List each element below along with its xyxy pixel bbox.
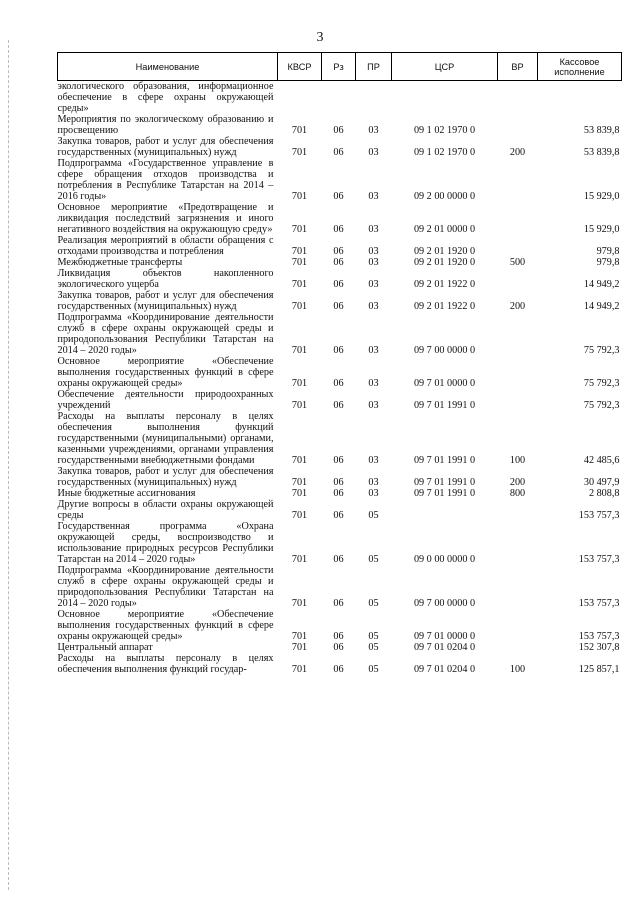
row-vr	[498, 356, 538, 389]
row-amount: 75 792,3	[583, 378, 620, 389]
row-vr: 800	[509, 488, 526, 499]
row-kvsr: 701	[291, 257, 308, 268]
row-amount: 125 857,1	[578, 664, 620, 675]
row-pr: 03	[368, 455, 379, 466]
budget-table	[57, 52, 622, 675]
table-header-row	[58, 53, 622, 81]
row-csr: 09 7 01 1991 0	[413, 455, 476, 466]
row-rz: 06	[333, 598, 344, 609]
header-kvsr: КВСР	[278, 53, 322, 81]
row-vr: 200	[509, 477, 526, 488]
row-vr	[498, 312, 538, 356]
row-name: Основное мероприятие «Обеспечение выполнения государственных функций в сфере охраны окружающей среды»	[57, 356, 274, 389]
row-name: Закупка товаров, работ и услуг для обеспечения государственных (муниципальных) нужд	[57, 290, 274, 312]
row-name: Реализация мероприятий в области обращения с отходами производства и потребления	[57, 235, 274, 257]
row-amount: 15 929,0	[583, 191, 620, 202]
row-amount: 979,8	[596, 257, 620, 268]
row-kvsr: 701	[291, 664, 308, 675]
table-row	[58, 653, 622, 675]
row-name: Закупка товаров, работ и услуг для обеспечения государственных (муниципальных) нужд	[57, 136, 274, 158]
row-pr: 03	[368, 301, 379, 312]
table-row	[58, 257, 622, 268]
row-amount: 979,8	[596, 246, 620, 257]
table-row	[58, 235, 622, 257]
row-csr: 09 2 01 1920 0	[413, 246, 476, 257]
row-name: Основное мероприятие «Предотвращение и ликвидация последствий загрязнения и иного негативного воздействия на окружающую среду»	[57, 202, 274, 235]
row-csr: 09 7 00 0000 0	[413, 345, 476, 356]
table-row	[58, 312, 622, 356]
header-amount: Кассовое исполнение	[538, 53, 622, 81]
table-row	[58, 499, 622, 521]
row-amount: 152 307,8	[578, 642, 620, 653]
row-rz: 06	[333, 147, 344, 158]
row-csr: 09 7 01 0204 0	[413, 664, 476, 675]
row-kvsr: 701	[291, 147, 308, 158]
row-rz: 06	[333, 345, 344, 356]
row-vr	[498, 642, 538, 653]
table-row	[58, 356, 622, 389]
row-csr: 09 2 01 0000 0	[413, 224, 476, 235]
row-pr: 03	[368, 378, 379, 389]
row-kvsr: 701	[291, 455, 308, 466]
row-amount: 2 808,8	[588, 488, 620, 499]
row-pr: 03	[368, 147, 379, 158]
header-rz: Рз	[322, 53, 356, 81]
row-amount: 75 792,3	[583, 400, 620, 411]
row-pr	[356, 81, 392, 115]
table-row	[58, 268, 622, 290]
table-row	[58, 136, 622, 158]
row-vr	[498, 114, 538, 136]
row-pr: 03	[368, 400, 379, 411]
table-row	[58, 466, 622, 488]
row-kvsr: 701	[291, 642, 308, 653]
row-name: Расходы на выплаты персоналу в целях обеспечения выполнения функций государственными (муниципальными) органами, казенными учреждениями, органами управления государственными внебюджетными фондами	[57, 411, 274, 466]
row-rz: 06	[333, 510, 344, 521]
row-amount: 53 839,8	[583, 125, 620, 136]
row-name: Расходы на выплаты персоналу в целях обеспечения выполнения функций государ-	[57, 653, 274, 675]
header-vr: ВР	[498, 53, 538, 81]
row-rz: 06	[333, 224, 344, 235]
row-csr: 09 1 02 1970 0	[413, 147, 476, 158]
row-kvsr: 701	[291, 191, 308, 202]
row-csr: 09 7 01 0204 0	[413, 642, 476, 653]
row-amount: 30 497,9	[583, 477, 620, 488]
row-amount: 75 792,3	[583, 345, 620, 356]
row-vr	[498, 609, 538, 642]
row-amount: 153 757,3	[578, 510, 620, 521]
row-kvsr: 701	[291, 488, 308, 499]
table-row	[58, 411, 622, 466]
table-row	[58, 202, 622, 235]
row-amount: 153 757,3	[578, 598, 620, 609]
table-row	[58, 158, 622, 202]
row-kvsr: 701	[291, 224, 308, 235]
row-rz: 06	[333, 378, 344, 389]
row-csr: 09 2 01 1922 0	[413, 279, 476, 290]
row-rz: 06	[333, 455, 344, 466]
row-rz: 06	[333, 477, 344, 488]
row-vr: 200	[509, 301, 526, 312]
row-name: Государственная программа «Охрана окружающей среды, воспроизводство и использование природных ресурсов Республики Татарстан на 2014 – 2020 годы»	[57, 521, 274, 565]
row-name: Основное мероприятие «Обеспечение выполнения государственных функций в сфере охраны окружающей среды»	[57, 609, 274, 642]
row-amount: 153 757,3	[578, 554, 620, 565]
row-name: экологического образования, информационное обеспечение в сфере охраны окружающей среды»	[57, 81, 274, 114]
row-vr	[498, 235, 538, 257]
row-rz: 06	[333, 246, 344, 257]
row-name: Подпрограмма «Координирование деятельности служб в сфере охраны окружающей среды и природопользования Республики Татарстан на 2014 – 2020 годы»	[57, 565, 274, 609]
row-pr: 05	[368, 554, 379, 565]
table-row	[58, 565, 622, 609]
row-rz: 06	[333, 257, 344, 268]
row-rz: 06	[333, 301, 344, 312]
row-vr	[498, 268, 538, 290]
row-vr	[498, 521, 538, 565]
row-kvsr: 701	[291, 400, 308, 411]
row-csr: 09 7 01 1991 0	[413, 477, 476, 488]
row-kvsr: 701	[291, 246, 308, 257]
row-kvsr: 701	[291, 345, 308, 356]
row-pr: 03	[368, 224, 379, 235]
row-amount: 42 485,6	[583, 455, 620, 466]
row-csr: 09 0 00 0000 0	[413, 554, 476, 565]
row-vr	[498, 158, 538, 202]
row-kvsr: 701	[291, 554, 308, 565]
row-kvsr: 701	[291, 301, 308, 312]
row-pr: 03	[368, 246, 379, 257]
row-name: Межбюджетные трансферты	[57, 257, 183, 268]
row-pr: 05	[368, 631, 379, 642]
row-pr: 03	[368, 279, 379, 290]
row-name: Другие вопросы в области охраны окружающей среды	[57, 499, 274, 521]
row-amount: 53 839,8	[583, 147, 620, 158]
row-vr: 100	[509, 455, 526, 466]
row-vr	[498, 202, 538, 235]
row-vr	[498, 389, 538, 411]
row-rz: 06	[333, 400, 344, 411]
row-csr	[392, 81, 498, 115]
table-row	[58, 389, 622, 411]
row-kvsr: 701	[291, 125, 308, 136]
row-rz: 06	[333, 279, 344, 290]
row-pr: 03	[368, 488, 379, 499]
table-row	[58, 114, 622, 136]
row-vr	[498, 499, 538, 521]
row-csr: 09 7 01 0000 0	[413, 631, 476, 642]
table-row	[58, 81, 622, 115]
row-vr: 500	[509, 257, 526, 268]
row-pr: 03	[368, 125, 379, 136]
row-vr: 200	[509, 147, 526, 158]
row-kvsr: 701	[291, 477, 308, 488]
row-kvsr	[278, 81, 322, 115]
row-csr: 09 7 01 0000 0	[413, 378, 476, 389]
row-csr: 09 7 01 1991 0	[413, 400, 476, 411]
row-vr	[498, 565, 538, 609]
row-pr: 05	[368, 642, 379, 653]
row-rz: 06	[333, 642, 344, 653]
row-amount: 15 929,0	[583, 224, 620, 235]
row-csr: 09 7 00 0000 0	[413, 598, 476, 609]
row-kvsr: 701	[291, 598, 308, 609]
table-row	[58, 290, 622, 312]
row-kvsr: 701	[291, 510, 308, 521]
row-csr: 09 2 01 1922 0	[413, 301, 476, 312]
table-row	[58, 488, 622, 499]
row-pr: 05	[368, 510, 379, 521]
header-pr: ПР	[356, 53, 392, 81]
row-kvsr: 701	[291, 378, 308, 389]
row-name: Иные бюджетные ассигнования	[57, 488, 196, 499]
row-name: Подпрограмма «Координирование деятельности служб в сфере охраны окружающей среды и природопользования Республики Татарстан на 2014 – 2020 годы»	[57, 312, 274, 356]
header-csr: ЦСР	[392, 53, 498, 81]
row-kvsr: 701	[291, 631, 308, 642]
row-rz: 06	[333, 191, 344, 202]
row-name: Центральный аппарат	[57, 642, 153, 653]
row-csr	[392, 499, 498, 521]
row-csr: 09 7 01 1991 0	[413, 488, 476, 499]
row-amount: 14 949,2	[583, 301, 620, 312]
row-csr: 09 1 02 1970 0	[413, 125, 476, 136]
table-row	[58, 609, 622, 642]
margin-scan-line	[8, 40, 10, 890]
row-amount	[538, 81, 622, 115]
header-name: Наименование	[58, 53, 278, 81]
row-pr: 03	[368, 191, 379, 202]
row-rz: 06	[333, 631, 344, 642]
row-rz: 06	[333, 125, 344, 136]
row-vr	[498, 81, 538, 115]
row-rz: 06	[333, 664, 344, 675]
row-kvsr: 701	[291, 279, 308, 290]
row-csr: 09 2 00 0000 0	[413, 191, 476, 202]
row-rz: 06	[333, 488, 344, 499]
table-row	[58, 642, 622, 653]
row-vr: 100	[509, 664, 526, 675]
page-number: 3	[316, 30, 324, 45]
table-row	[58, 521, 622, 565]
row-amount: 14 949,2	[583, 279, 620, 290]
row-rz	[322, 81, 356, 115]
row-name: Обеспечение деятельности природоохранных учреждений	[57, 389, 274, 411]
row-name: Ликвидация объектов накопленного экологического ущерба	[57, 268, 274, 290]
row-name: Подпрограмма «Государственное управление в сфере обращения отходов производства и потребления в Республике Татарстан на 2014 – 2016 годы»	[57, 158, 274, 202]
row-amount: 153 757,3	[578, 631, 620, 642]
row-pr: 05	[368, 598, 379, 609]
table-body	[58, 81, 622, 676]
row-csr: 09 2 01 1920 0	[413, 257, 476, 268]
row-pr: 03	[368, 477, 379, 488]
row-rz: 06	[333, 554, 344, 565]
row-name: Закупка товаров, работ и услуг для обеспечения государственных (муниципальных) нужд	[57, 466, 274, 488]
row-pr: 03	[368, 257, 379, 268]
row-pr: 05	[368, 664, 379, 675]
row-pr: 03	[368, 345, 379, 356]
row-name: Мероприятия по экологическому образованию и просвещению	[57, 114, 274, 136]
